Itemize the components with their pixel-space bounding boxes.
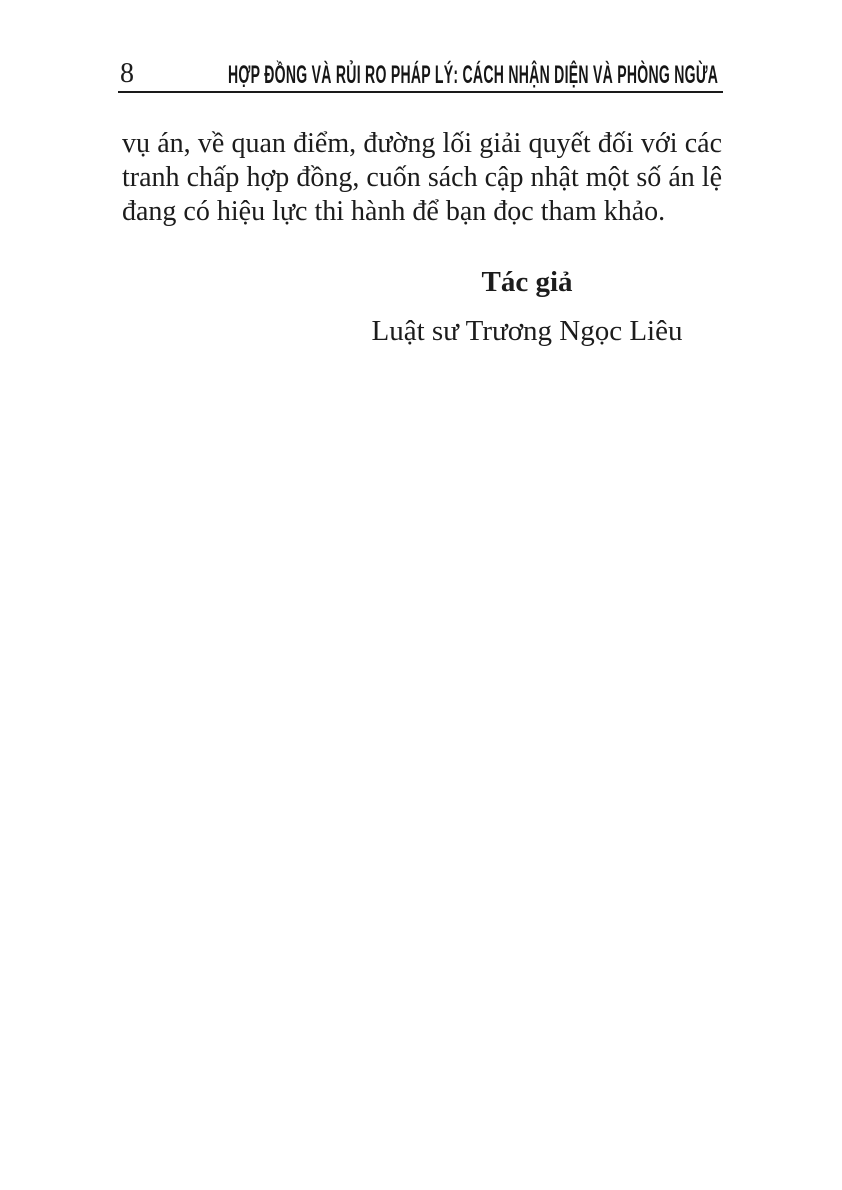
paragraph-line: tranh chấp hợp đồng, cuốn sách cập nhật một số án lệ xyxy=(122,162,722,193)
running-header-title: HỢP ĐỒNG VÀ RỦI RO PHÁP LÝ: CÁCH NHẬN DIỆN VÀ PHÒNG NGỪA xyxy=(228,61,719,89)
header-divider-rule xyxy=(118,91,723,93)
signature-block xyxy=(332,264,722,349)
signature-role-label: Tác giả xyxy=(481,266,573,298)
signature-author-name: Luật sư Trương Ngọc Liêu xyxy=(371,315,683,347)
paragraph-line: vụ án, về quan điểm, đường lối giải quyết đối với các xyxy=(122,128,722,159)
body-paragraph xyxy=(122,127,722,229)
page-number: 8 xyxy=(120,58,134,89)
paragraph-line: đang có hiệu lực thi hành để bạn đọc tham khảo. xyxy=(122,196,666,227)
